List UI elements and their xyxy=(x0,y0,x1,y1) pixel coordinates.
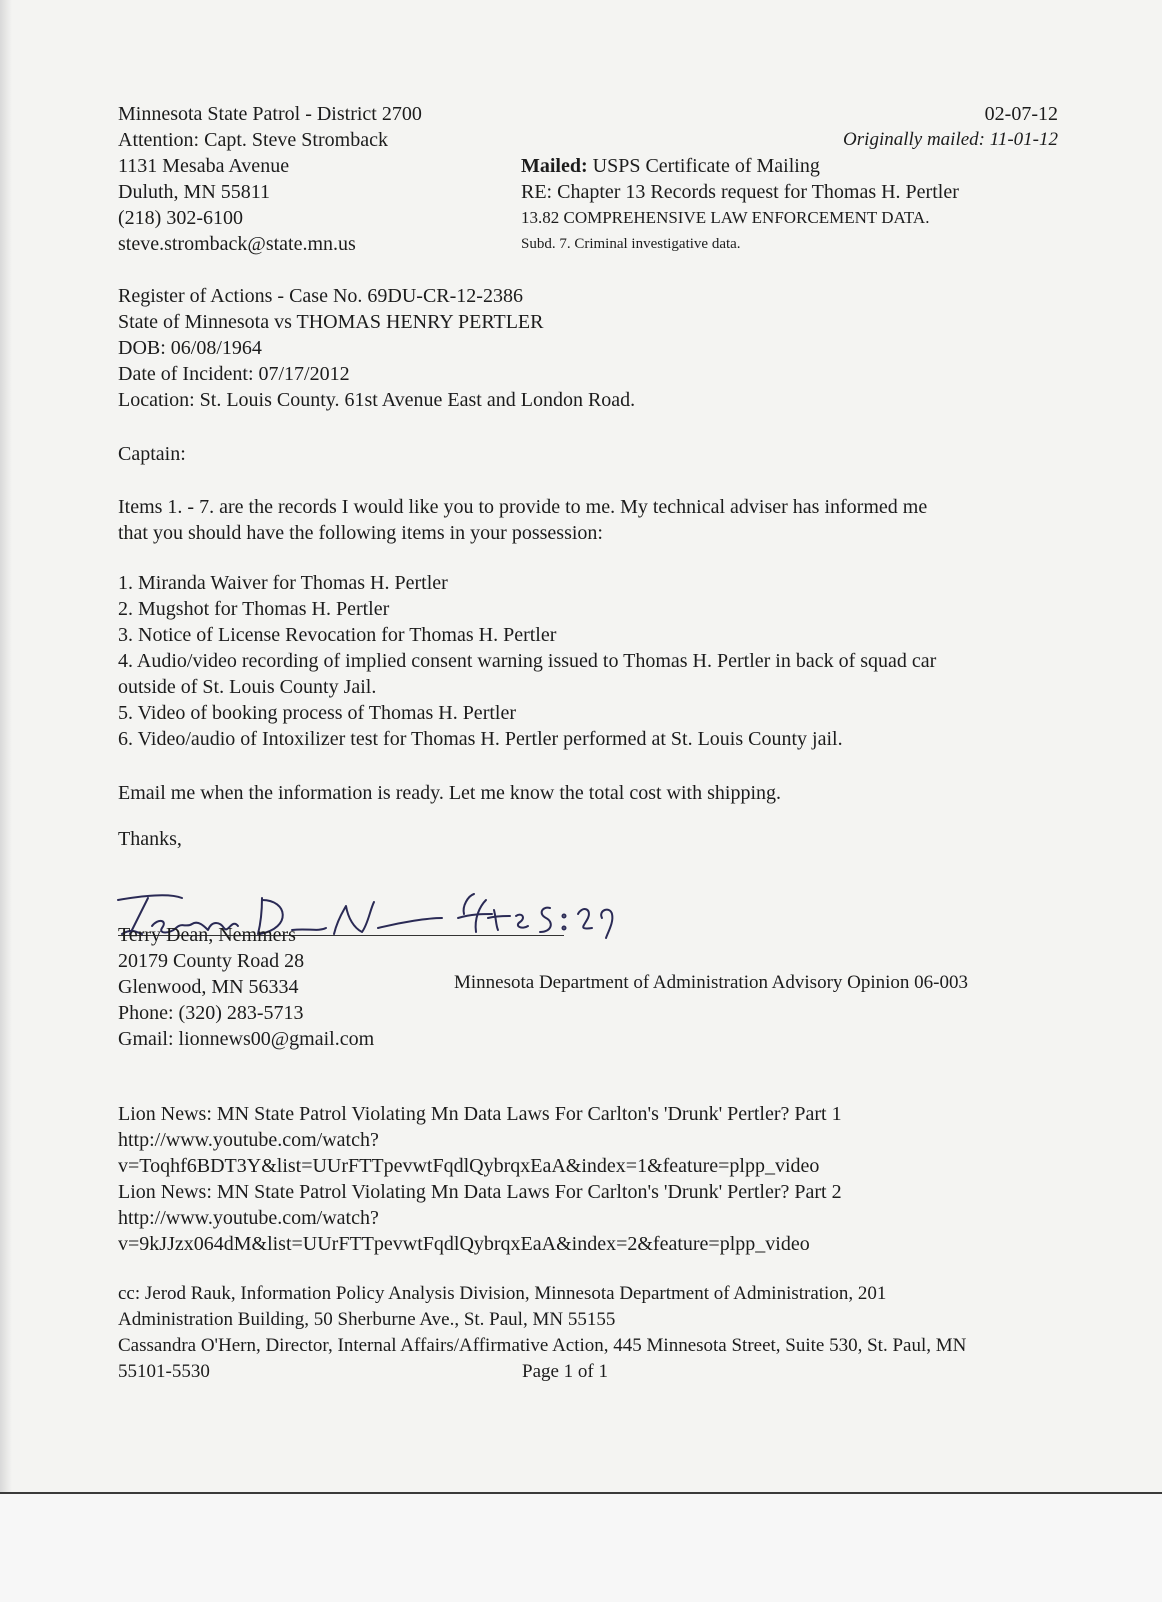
mailed-value: USPS Certificate of Mailing xyxy=(587,155,820,177)
re-line: RE: Chapter 13 Records request for Thomas H. Pertler xyxy=(521,181,959,203)
statute-subdivision: Subd. 7. Criminal investigative data. xyxy=(521,236,741,252)
advisory-opinion-reference: Minnesota Department of Administration Advisory Opinion 06-003 xyxy=(454,972,969,993)
statute-heading: 13.82 COMPREHENSIVE LAW ENFORCEMENT DATA. xyxy=(521,208,930,227)
address-line: 1131 Mesaba Avenue xyxy=(118,155,290,177)
video-url: v=Toqhf6BDT3Y&list=UUrFTTpevwtFqdlQybrqxEaA&index=1&feature=plpp_video xyxy=(118,1155,820,1177)
signer-line: Gmail: lionnews00@gmail.com xyxy=(118,1028,375,1050)
case-line: Location: St. Louis County. 61st Avenue East and London Road. xyxy=(118,389,636,411)
address-line: steve.stromback@state.mn.us xyxy=(118,233,356,255)
case-line: DOB: 06/08/1964 xyxy=(118,337,262,359)
scan-edge-left xyxy=(0,0,12,1600)
recipient-address-block xyxy=(118,101,422,257)
cc-line: Cassandra O'Hern, Director, Internal Affairs/Affirmative Action, 445 Minnesota Street, Suite 530, St. Paul, MN xyxy=(118,1335,967,1356)
case-line: Register of Actions - Case No. 69DU-CR-12-2386 xyxy=(118,285,523,307)
cc-line: cc: Jerod Rauk, Information Policy Analysis Division, Minnesota Department of Administration, 201 xyxy=(118,1283,887,1304)
list-item: outside of St. Louis County Jail. xyxy=(118,676,377,698)
list-item: 3. Notice of License Revocation for Thomas H. Pertler xyxy=(118,624,557,646)
salutation: Captain: xyxy=(118,443,186,465)
address-line: Attention: Capt. Steve Stromback xyxy=(118,129,388,151)
link-title: Lion News: MN State Patrol Violating Mn Data Laws For Carlton's 'Drunk' Pertler? Part 2 xyxy=(118,1181,842,1203)
list-item: 2. Mugshot for Thomas H. Pertler xyxy=(118,598,390,620)
mailed-line xyxy=(521,153,820,179)
list-item: 6. Video/audio of Intoxilizer test for Thomas H. Pertler performed at St. Louis County jail. xyxy=(118,728,843,750)
letter-date: 02-07-12 xyxy=(984,103,1058,125)
signer-line: Phone: (320) 283-5713 xyxy=(118,1002,304,1024)
closing-note: Email me when the information is ready. Let me know the total cost with shipping. xyxy=(118,782,782,804)
address-line: Duluth, MN 55811 xyxy=(118,181,271,203)
cc-line: Administration Building, 50 Sherburne Ave., St. Paul, MN 55155 xyxy=(118,1309,616,1330)
case-line: State of Minnesota vs THOMAS HENRY PERTLER xyxy=(118,311,544,333)
mailed-label: Mailed: xyxy=(521,155,588,177)
cc-zip: 55101-5530 xyxy=(118,1361,210,1382)
signer-line: Terry Dean, Nemmers xyxy=(118,924,296,946)
video-url: http://www.youtube.com/watch? xyxy=(118,1207,379,1229)
address-line: Minnesota State Patrol - District 2700 xyxy=(118,103,422,125)
list-item: 4. Audio/video recording of implied consent warning issued to Thomas H. Pertler in back of squad car xyxy=(118,650,937,672)
requested-items-list xyxy=(118,570,936,752)
thanks: Thanks, xyxy=(118,828,182,850)
link-title: Lion News: MN State Patrol Violating Mn Data Laws For Carlton's 'Drunk' Pertler? Part 1 xyxy=(118,1103,842,1125)
signer-line: Glenwood, MN 56334 xyxy=(118,976,299,998)
links-block xyxy=(118,1101,842,1257)
originally-mailed-date: Originally mailed: 11-01-12 xyxy=(843,129,1058,150)
signer-address-block xyxy=(118,922,374,1052)
intro-line: that you should have the following items in your possession: xyxy=(118,522,603,544)
address-line: (218) 302-6100 xyxy=(118,207,243,229)
page-number: Page 1 of 1 xyxy=(522,1361,609,1382)
intro-paragraph xyxy=(118,494,927,546)
signer-line: 20179 County Road 28 xyxy=(118,950,305,972)
cc-block xyxy=(118,1281,966,1359)
case-line: Date of Incident: 07/17/2012 xyxy=(118,363,350,385)
list-item: 5. Video of booking process of Thomas H. Pertler xyxy=(118,702,516,724)
video-url: v=9kJJzx064dM&list=UUrFTTpevwtFqdlQybrqxEaA&index=2&feature=plpp_video xyxy=(118,1233,810,1255)
scan-edge-bottom xyxy=(0,1492,1162,1602)
list-item: 1. Miranda Waiver for Thomas H. Pertler xyxy=(118,572,448,594)
video-url: http://www.youtube.com/watch? xyxy=(118,1129,379,1151)
intro-line: Items 1. - 7. are the records I would like you to provide to me. My technical adviser has informed me xyxy=(118,496,928,518)
case-info-block xyxy=(118,283,635,413)
